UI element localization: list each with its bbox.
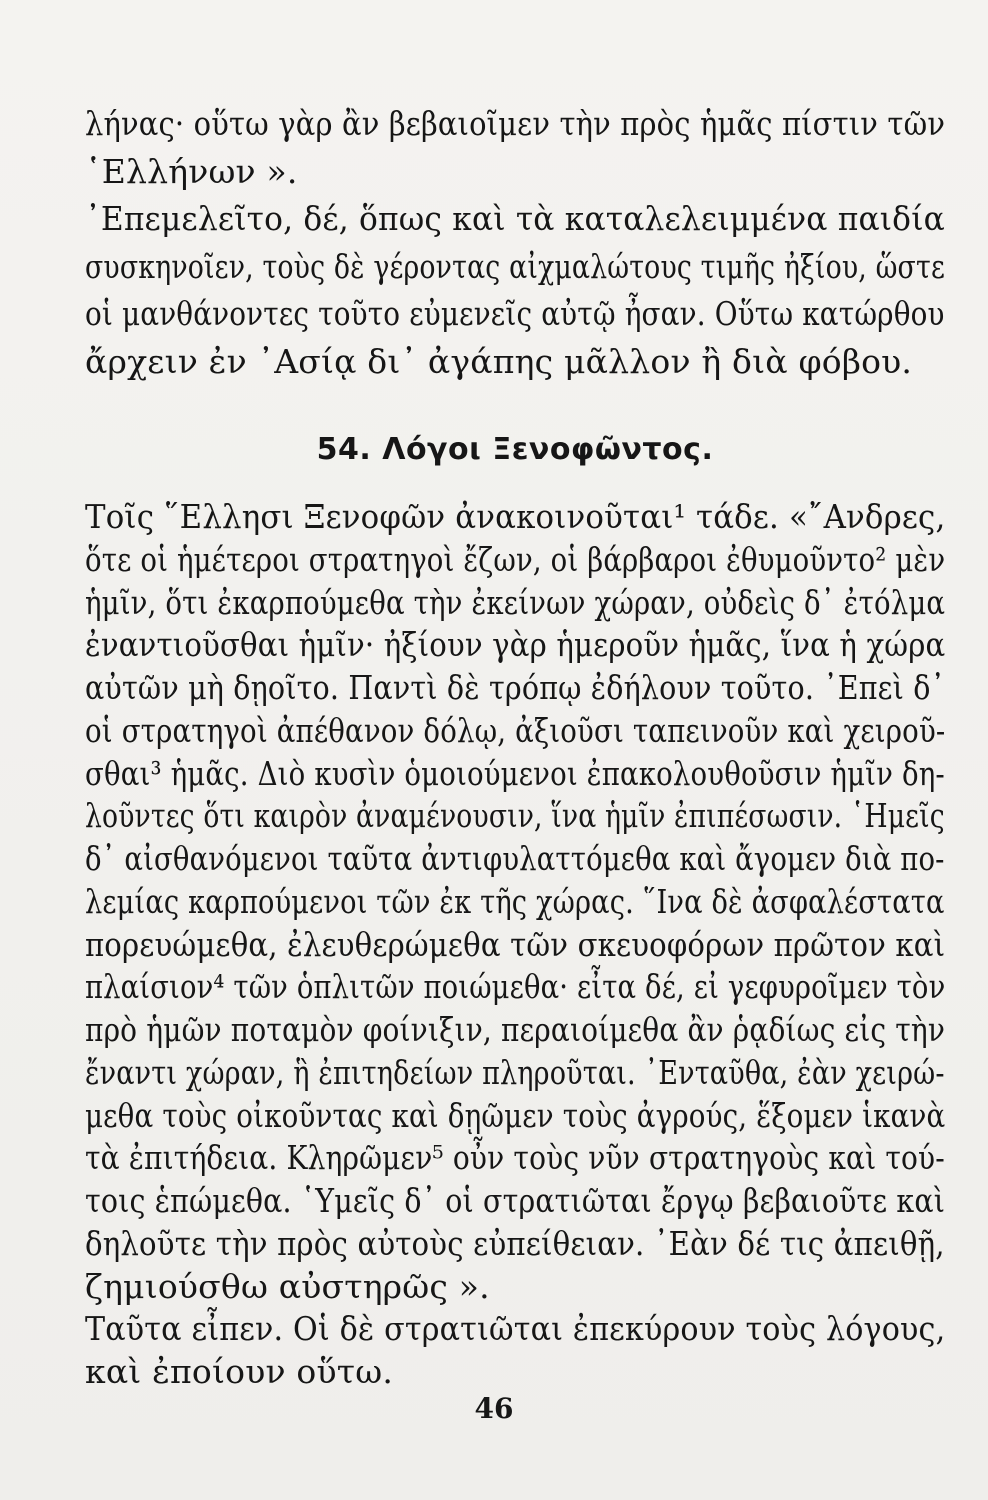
text-line: ὅτε οἱ ἡμέτεροι στρατηγοὶ ἔζων, οἱ βάρβαροι ἐθυμοῦντο² μὲν bbox=[85, 539, 946, 579]
text-line: οἱ στρατηγοὶ ἀπέθανον δόλῳ, ἀξιοῦσι ταπεινοῦν καὶ χειροῦ- bbox=[85, 710, 946, 750]
text-line: ῾Ελλήνων ». bbox=[85, 151, 298, 191]
text-line: πλαίσιον⁴ τῶν ὁπλιτῶν ποιώμεθα· εἶτα δέ, εἰ γεφυροῖμεν τὸν bbox=[85, 967, 946, 1007]
text-line: τὰ ἐπιτήδεια. Κληρῶμεν⁵ οὖν τοὺς νῦν στρατηγοὺς καὶ τού- bbox=[85, 1138, 945, 1178]
text-line: ἐναντιοῦσθαι ἡμῖν· ἠξίουν γὰρ ἡμεροῦν ἡμᾶς, ἵνα ἡ χώρα bbox=[85, 625, 946, 665]
section-heading: 54. Λόγοι Ξενοφῶντος. bbox=[316, 432, 714, 467]
text-line: ἡμῖν, ὅτι ἐκαρπούμεθα τὴν ἐκείνων χώραν, οὐδεὶς δ᾿ ἐτόλμα bbox=[85, 582, 946, 622]
text-line: πορευώμεθα, ἐλευθερώμεθα τῶν σκευοφόρων πρῶτον καὶ bbox=[85, 924, 946, 964]
text-line: λήνας· οὕτω γὰρ ἂν βεβαιοῖμεν τὴν πρὸς ἡμᾶς πίστιν τῶν bbox=[85, 104, 946, 143]
text-line: καὶ ἐποίουν οὕτω. bbox=[85, 1352, 394, 1391]
text-line: Ταῦτα εἶπεν. Οἱ δὲ στρατιῶται ἐπεκύρουν τοὺς λόγους, bbox=[85, 1309, 946, 1349]
text-line: αὐτῶν μὴ δῃοῖτο. Παντὶ δὲ τρόπῳ ἐδήλουν τοῦτο. ᾿Επεὶ δ᾿ bbox=[85, 668, 945, 707]
text-line: λοῦντες ὅτι καιρὸν ἀναμένουσιν, ἵνα ἡμῖν ἐπιπέσωσιν. ῾Ημεῖς bbox=[85, 796, 945, 836]
text-line: πρὸ ἡμῶν ποταμὸν φοίνιξιν, περαιοίμεθα ἂν ῥᾳδίως εἰς τὴν bbox=[85, 1010, 946, 1049]
text-line: ζημιούσθω αὐστηρῶς ». bbox=[85, 1266, 490, 1306]
text-line: ᾿Επεμελεῖτο, δέ, ὅπως καὶ τὰ καταλελειμμένα παιδία bbox=[85, 199, 945, 238]
text-line: σθαι³ ἡμᾶς. Διὸ κυσὶν ὁμοιούμενοι ἐπακολουθοῦσιν ἡμῖν δη- bbox=[85, 753, 945, 793]
text-line: μεθα τοὺς οἰκοῦντας καὶ δῃῶμεν τοὺς ἀγρούς, ἕξομεν ἱκανὰ bbox=[85, 1095, 946, 1135]
text-line: δηλοῦτε τὴν πρὸς αὐτοὺς εὐπείθειαν. ᾿Εὰν δέ τις ἀπειθῇ, bbox=[85, 1223, 945, 1263]
text-line: τοις ἑπώμεθα. ῾Υμεῖς δ᾿ οἱ στρατιῶται ἔργῳ βεβαιοῦτε καὶ bbox=[85, 1181, 946, 1220]
text-line: λεμίας καρπούμενοι τῶν ἐκ τῆς χώρας. ῞Ινα δὲ ἀσφαλέστατα bbox=[85, 881, 945, 921]
text-line: ἔναντι χώραν, ἣ ἐπιτηδείων πληροῦται. ᾿Ενταῦθα, ἐὰν χειρώ- bbox=[85, 1052, 945, 1092]
page-number: 46 bbox=[474, 1392, 514, 1425]
text-line: οἱ μανθάνοντες τοῦτο εὐμενεῖς αὐτῷ ἦσαν. Οὕτω κατώρθου bbox=[85, 294, 945, 333]
text-line: συσκηνοῖεν, τοὺς δὲ γέροντας αἰχμαλώτους τιμῆς ἠξίου, ὥστε bbox=[85, 246, 945, 286]
text-line: ἄρχειν ἐν ᾿Ασίᾳ δι᾿ ἀγάπης μᾶλλον ἢ διὰ φόβου. bbox=[85, 341, 913, 381]
text-line: Τοῖς ῞Ελλησι Ξενοφῶν ἀνακοινοῦται¹ τάδε. «῎Ανδρες, bbox=[85, 497, 946, 536]
text-line: δ᾿ αἰσθανόμενοι ταῦτα ἀντιφυλαττόμεθα καὶ ἄγομεν διὰ πο- bbox=[85, 839, 945, 878]
